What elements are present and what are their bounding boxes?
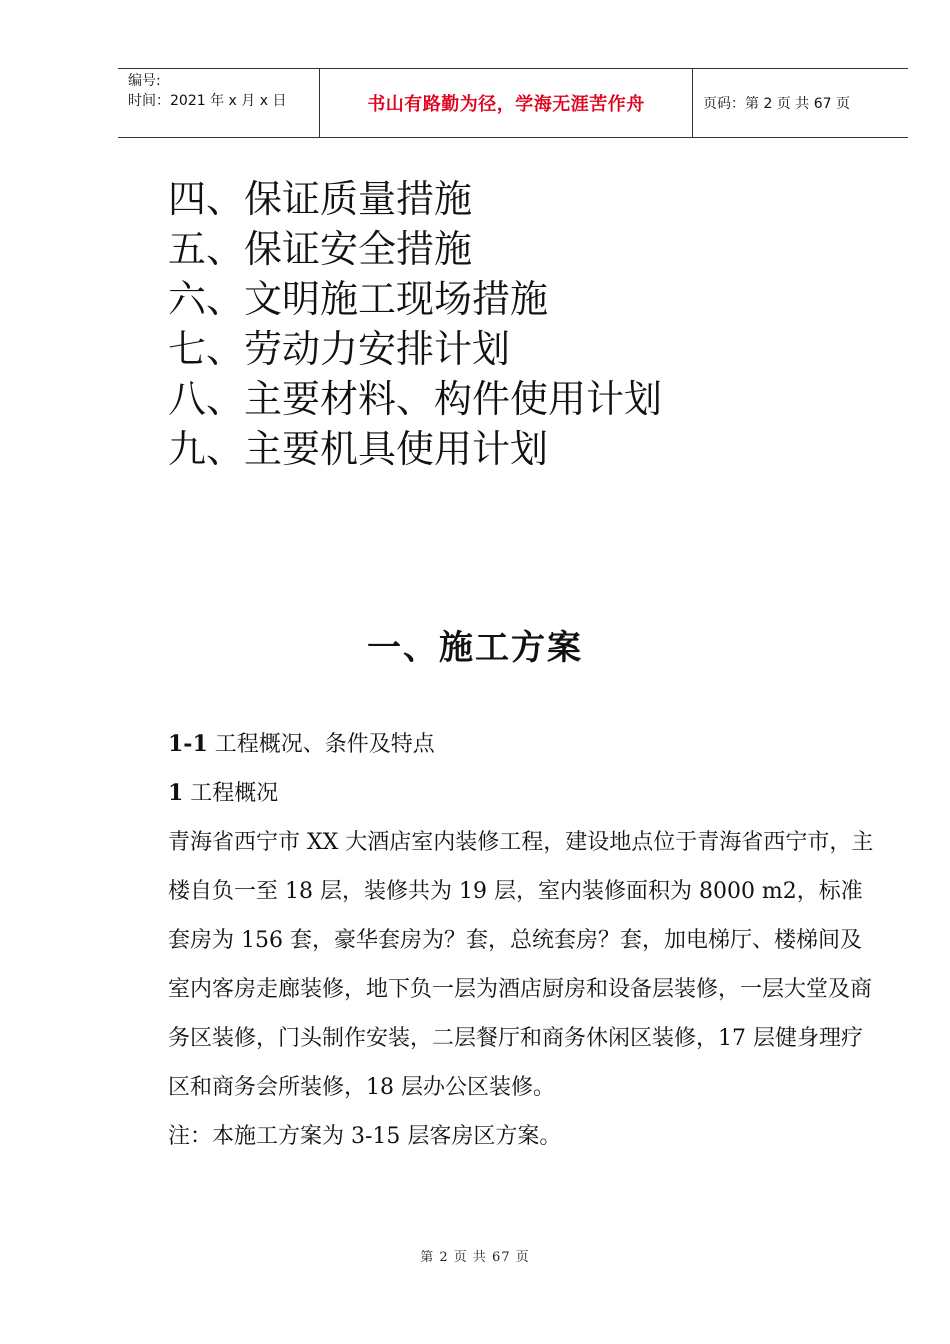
header-page-info: 页码：第 2 页 共 67 页 <box>703 96 850 112</box>
subsection-number: 1-1 <box>168 731 208 757</box>
header-motto: 书山有路勤为径，学海无涯苦作舟 <box>320 69 693 137</box>
section-title: 一、施工方案 <box>367 628 583 668</box>
page-footer: 第 2 页 共 67 页 <box>420 1250 530 1265</box>
subsection-title: 工程概况、条件及特点 <box>207 732 435 757</box>
subsection-heading-1 <box>168 769 882 818</box>
project-overview-paragraph: 青海省西宁市 XX 大酒店室内装修工程，建设地点位于青海省西宁市，主楼自负一至 18 层，装修共为 19 层，室内装修面积为 8000 m2，标准套房为 156 套，豪华套房为？套，总统套房？套，加电梯厅、楼梯间及室内客房走廊装修，地下负一层为酒店厨房和设备层装修，一层大堂及商务区装修，门头制作安装，二层餐厅和商务休闲区装修，17 层健身理疗区和商务会所装修，18 层办公区装修。 <box>168 830 874 1100</box>
document-body <box>168 720 882 1161</box>
toc-item: 七、劳动力安排计划 <box>168 327 511 371</box>
page-header <box>118 68 908 138</box>
code-label: 编号: <box>128 73 161 89</box>
note-paragraph: 注：本施工方案为 3-15 层客房区方案。 <box>168 1124 562 1149</box>
subsection-title: 工程概况 <box>183 781 279 806</box>
toc-item: 六、文明施工现场措施 <box>168 277 549 321</box>
toc-item: 九、主要机具使用计划 <box>168 427 549 471</box>
time-label: 时间：2021 年 x 月 x 日 <box>128 93 287 109</box>
toc-item: 四、保证质量措施 <box>168 177 473 221</box>
subsection-heading-1-1 <box>168 720 882 769</box>
table-of-contents <box>168 174 662 474</box>
header-meta-cell <box>118 69 320 137</box>
toc-item: 八、主要材料、构件使用计划 <box>168 377 663 421</box>
toc-item: 五、保证安全措施 <box>168 227 473 271</box>
subsection-number: 1 <box>168 780 184 806</box>
